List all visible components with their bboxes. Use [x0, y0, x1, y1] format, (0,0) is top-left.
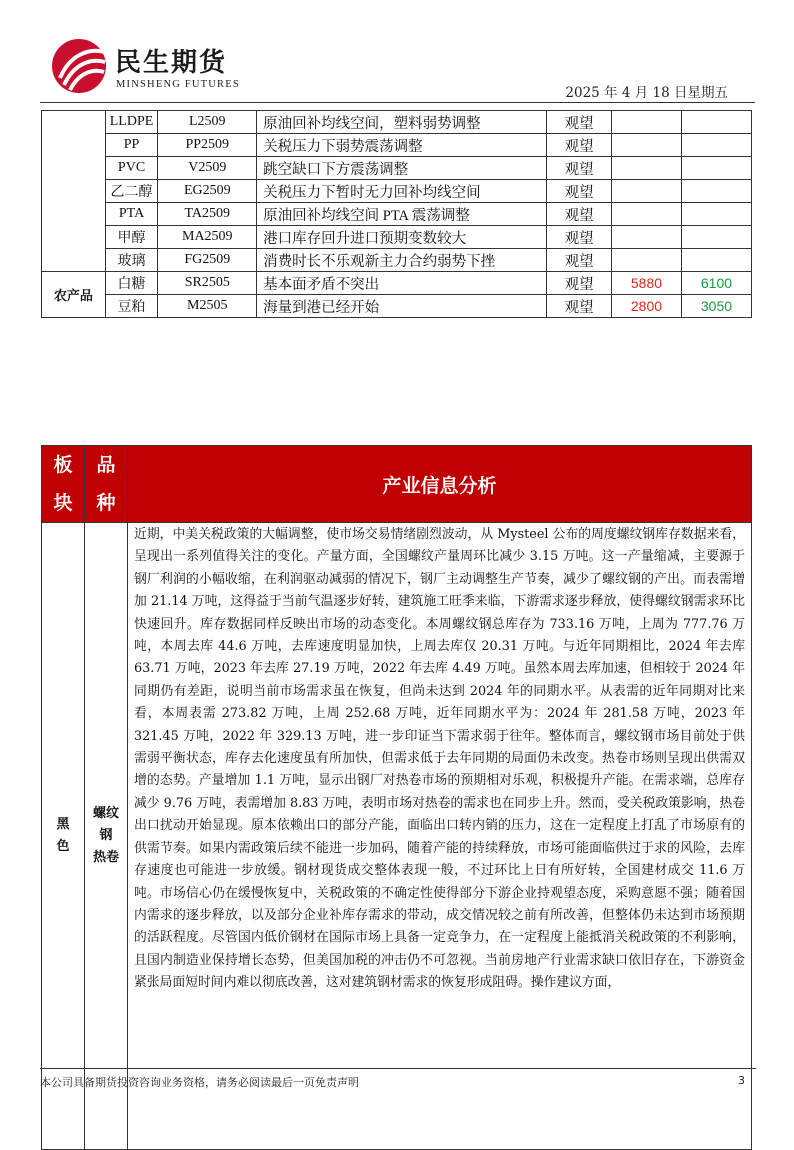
resistance-price-cell: [681, 249, 751, 272]
minsheng-logo-icon: [50, 38, 108, 94]
footer-divider: [40, 1068, 756, 1069]
outlook-cell: 海量到港已经开始: [257, 295, 547, 318]
sector-cell-chem: [42, 111, 106, 272]
contract-code-cell: TA2509: [158, 203, 257, 226]
stance-cell: 观望: [547, 203, 612, 226]
variety-cell: 甲醇: [105, 226, 158, 249]
resistance-price-cell: [681, 157, 751, 180]
stance-cell: 观望: [547, 180, 612, 203]
disclaimer-note: 本公司具备期货投资咨询业务资格，请务必阅读最后一页免责声明: [40, 1076, 359, 1089]
table-row: [42, 203, 752, 226]
variety-cell: 螺纹 钢 热卷: [85, 523, 128, 1150]
variety-cell: 乙二醇: [105, 180, 158, 203]
resistance-price-cell: 3050: [681, 295, 751, 318]
table-row: [42, 134, 752, 157]
contract-code-cell: SR2505: [158, 272, 257, 295]
report-date: 2025 年 4 月 18 日星期五: [565, 85, 728, 101]
strategy-table: [41, 110, 752, 318]
analysis-text: 近期，中美关税政策的大幅调整，使市场交易情绪剧烈波动，从 Mysteel 公布的周度螺纹钢库存数据来看，呈现出一系列值得关注的变化。产量方面，全国螺纹产量周环比减少 3.15 万吨。这一产量缩减，主要源于钢厂利润的小幅收缩，在利润驱动减弱的情况下，钢厂主动调整生产节奏，减少了螺纹钢的产出。而表需增加 21.14 万吨，这得益于当前气温逐步好转，建筑施工旺季来临，下游需求逐步释放，使得螺纹钢需求环比快速回升。库存数据同样反映出市场的动态变化。本周螺纹钢总库存为 733.16 万吨，上周为 777.76 万吨，本周去库 44.6 万吨，去库速度明显加快，上周去库仅 20.31 万吨。与近年同期相比，2024 年去库 63.71 万吨，2023 年去库 27.19 万吨，2022 年去库 4.49 万吨。虽然本周去库加速，但相较于 2024 年同期仍有差距，说明当前市场需求虽在恢复，但尚未达到 2024 年的同期水平。从表需的近年同期对比来看，本周表需 273.82 万吨，上周 252.68 万吨，近年同期水平为：2024 年 281.58 万吨，2023 年 321.45 万吨，2022 年 329.13 万吨，进一步印证当下需求弱于往年。整体而言，螺纹钢市场目前处于供需弱平衡状态，库存去化速度虽有所加快，但需求低于去年同期的局面仍未改变。热卷市场则呈现出供需双增的态势。产量增加 1.1 万吨，显示出钢厂对热卷市场的预期相对乐观，积极提升产能。在需求端，总库存减少 9.76 万吨，表需增加 8.83 万吨，表明市场对热卷的需求也在同步上升。然而，受关税政策影响，热卷出口扰动开始显现。原本依赖出口的部分产能，面临出口转内销的压力，这在一定程度上打乱了市场原有的供需节奏。如果内需政策后续不能进一步加码，随着产能的持续释放，市场可能面临供过于求的风险，去库存速度也可能进一步放缓。钢材现货成交整体表现一般，不过环比上日有所好转，全国建材成交 11.6 万吨。市场信心仍在缓慢恢复中，关税政策的不确定性使得部分下游企业持观望态度，采购意愿不强；随着国内需求的逐步释放，以及部分企业补库存需求的带动，成交情况较之前有所改善，但整体仍未达到市场预期的活跃程度。尽管国内低价钢材在国际市场上具备一定竞争力，在一定程度上能抵消关税政策的不利影响，且国内制造业保持增长态势，但美国加税的冲击仍不可忽视。当前房地产行业需求缺口依旧存在，下游资金紧张局面短时间内难以彻底改善，这对建筑钢材需求的恢复形成阻碍。操作建议方面，: [128, 523, 752, 1150]
outlook-cell: 消费时长不乐观新主力合约弱势下挫: [257, 249, 547, 272]
analysis-title: 产业信息分析: [128, 446, 752, 523]
outlook-cell: 关税压力下弱势震荡调整: [257, 134, 547, 157]
variety-cell: PVC: [105, 157, 158, 180]
stance-cell: 观望: [547, 111, 612, 134]
stance-cell: 观望: [547, 249, 612, 272]
resistance-price-cell: [681, 111, 751, 134]
contract-code-cell: L2509: [158, 111, 257, 134]
table-row: [42, 249, 752, 272]
variety-cell: 豆粕: [105, 295, 158, 318]
support-price-cell: [611, 157, 681, 180]
variety-cell: 白糖: [105, 272, 158, 295]
stance-cell: 观望: [547, 134, 612, 157]
resistance-price-cell: [681, 180, 751, 203]
resistance-price-cell: [681, 226, 751, 249]
table-row: [42, 111, 752, 134]
contract-code-cell: FG2509: [158, 249, 257, 272]
variety-cell: PP: [105, 134, 158, 157]
stance-cell: 观望: [547, 226, 612, 249]
table-row: [42, 226, 752, 249]
outlook-cell: 关税压力下暂时无力回补均线空间: [257, 180, 547, 203]
contract-code-cell: EG2509: [158, 180, 257, 203]
outlook-cell: 基本面矛盾不突出: [257, 272, 547, 295]
support-price-cell: 5880: [611, 272, 681, 295]
brand-name-cn: 民生期货: [115, 48, 228, 78]
table-row: [42, 157, 752, 180]
variety-cell: PTA: [105, 203, 158, 226]
support-price-cell: [611, 134, 681, 157]
header-variety: 品 种: [85, 446, 128, 523]
industry-analysis-table: [41, 445, 752, 1150]
brand-name-en: MINSHENG FUTURES: [116, 79, 240, 90]
outlook-cell: 跳空缺口下方震荡调整: [257, 157, 547, 180]
resistance-price-cell: 6100: [681, 272, 751, 295]
contract-code-cell: MA2509: [158, 226, 257, 249]
support-price-cell: [611, 111, 681, 134]
page-number: 3: [738, 1074, 745, 1087]
support-price-cell: [611, 249, 681, 272]
sector-cell-ag: 农产品: [42, 272, 106, 318]
page-header: [40, 38, 756, 100]
support-price-cell: 2800: [611, 295, 681, 318]
variety-cell: 玻璃: [105, 249, 158, 272]
contract-code-cell: PP2509: [158, 134, 257, 157]
table-row: [42, 180, 752, 203]
header-sector: 板 块: [42, 446, 85, 523]
resistance-price-cell: [681, 203, 751, 226]
support-price-cell: [611, 180, 681, 203]
table-row: [42, 295, 752, 318]
stance-cell: 观望: [547, 272, 612, 295]
outlook-cell: 港口库存回升进口预期变数较大: [257, 226, 547, 249]
stance-cell: 观望: [547, 157, 612, 180]
support-price-cell: [611, 226, 681, 249]
header-divider: [40, 102, 755, 103]
sector-cell: 黑 色: [42, 523, 85, 1150]
contract-code-cell: M2505: [158, 295, 257, 318]
outlook-cell: 原油回补均线空间，塑料弱势调整: [257, 111, 547, 134]
variety-cell: LLDPE: [105, 111, 158, 134]
outlook-cell: 原油回补均线空间 PTA 震荡调整: [257, 203, 547, 226]
contract-code-cell: V2509: [158, 157, 257, 180]
stance-cell: 观望: [547, 295, 612, 318]
table-row: [42, 272, 752, 295]
support-price-cell: [611, 203, 681, 226]
resistance-price-cell: [681, 134, 751, 157]
